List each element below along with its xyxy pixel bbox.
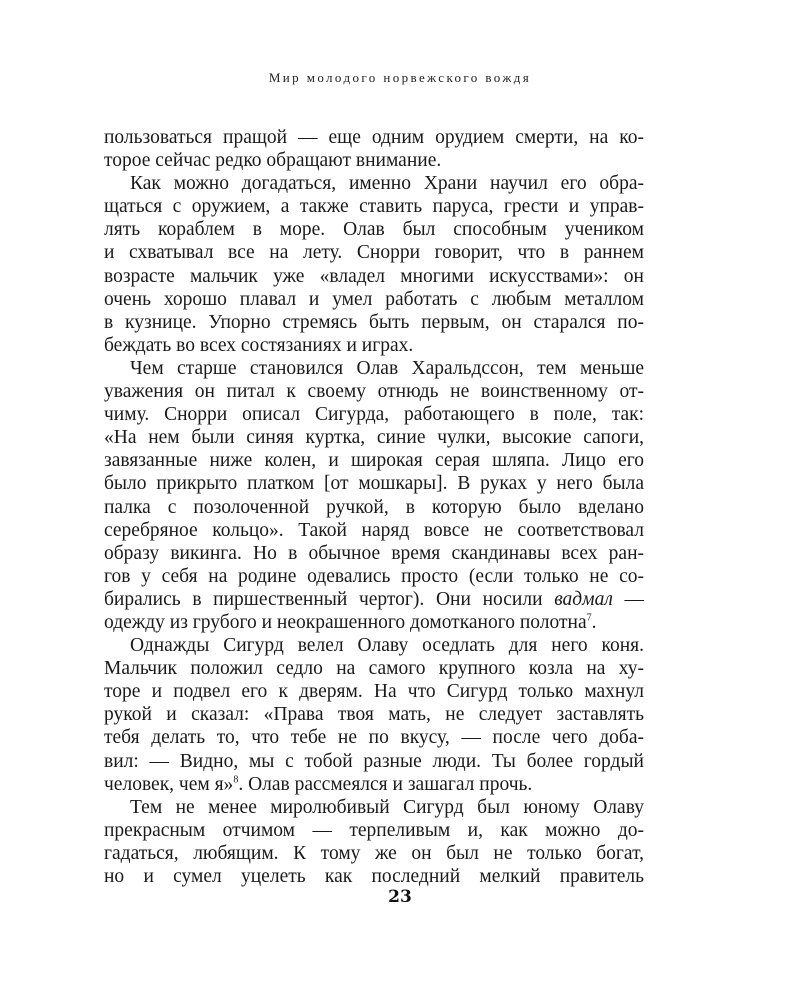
text-line xyxy=(104,265,644,288)
text-line-content: возрасте мальчик уже «владел многими искусствами»: он xyxy=(104,265,644,287)
text-line xyxy=(104,796,644,819)
text-line-content: очень хорошо плавал и умел работать с любым металлом xyxy=(104,288,644,310)
text-line xyxy=(104,426,644,449)
text-line xyxy=(104,449,644,472)
text-line xyxy=(104,680,644,703)
text-line-content: бирались в пиршественный чертог). Они носили вадмал — xyxy=(104,588,645,610)
text-line-content: одежду из грубого и неокрашенного домотканого полотна xyxy=(104,611,587,633)
text-line-content: но и сумел уцелеть как последний мелкий правитель xyxy=(104,866,644,887)
text-line xyxy=(104,472,644,495)
text-line xyxy=(104,703,644,726)
text-line xyxy=(104,657,644,680)
italic-term: вадмал xyxy=(554,588,613,610)
text-line xyxy=(104,149,644,172)
text-line-content: торе и подвел его к дверям. На что Сигурд только махнул xyxy=(104,681,644,703)
text-line-content: лять кораблем в море. Олав был способным учеником xyxy=(104,219,644,241)
text-line xyxy=(104,634,644,657)
text-line-content: в кузнице. Упорно стремясь быть первым, он старался по- xyxy=(104,311,644,333)
text-line xyxy=(104,403,644,426)
running-header: Мир молодого норвежского вождя xyxy=(268,70,532,85)
text-line xyxy=(104,241,644,264)
text-line-trailing: . Олав рассмеялся и зашагал прочь. xyxy=(238,773,533,795)
text-line-content: Однажды Сигурд велел Олаву оседлать для него коня. xyxy=(130,635,644,657)
text-line xyxy=(104,195,644,218)
text-line-content: гадаться, любящим. К тому же он был не только богат, xyxy=(104,842,644,864)
text-line xyxy=(104,819,644,842)
text-line xyxy=(104,611,644,634)
text-line-content: рукой и сказал: «Права твоя мать, не следует заставлять xyxy=(104,704,644,726)
text-line-content: Чем старше становился Олав Харальдссон, тем меньше xyxy=(130,357,644,379)
text-line xyxy=(104,750,644,773)
text-line xyxy=(104,288,644,311)
text-line-content: человек, чем я» xyxy=(104,773,234,795)
text-line-content: вил: — Видно, мы с тобой разные люди. Ты более гордый xyxy=(104,750,644,772)
text-line xyxy=(104,172,644,195)
text-line xyxy=(104,126,644,149)
text-line-content: торое сейчас редко обращают внимание. xyxy=(104,150,442,172)
text-line xyxy=(104,519,644,542)
text-line-trailing: . xyxy=(591,611,597,633)
footnote-marker[interactable]: 8 xyxy=(233,774,239,786)
text-line xyxy=(104,842,644,865)
text-line-content: серебряное кольцо». Такой наряд вовсе не соответствовал xyxy=(104,519,644,541)
text-line xyxy=(104,380,644,403)
text-line xyxy=(104,865,644,888)
text-line xyxy=(104,588,644,611)
text-line xyxy=(104,773,644,796)
text-line-content: прекрасным отчимом — терпеливым и, как можно до- xyxy=(104,819,644,841)
text-line-content: щаться с оружием, а также ставить паруса, грести и управ- xyxy=(104,196,644,218)
text-line-content: и схватывал все на лету. Снорри говорит, что в раннем xyxy=(104,242,644,264)
text-line-content: образу викинга. Но в обычное время скандинавы всех ран- xyxy=(104,542,644,564)
text-line xyxy=(104,542,644,565)
text-line-content: завязанные ниже колен, и широкая серая шляпа. Лицо его xyxy=(104,450,644,472)
text-line-content: «На нем были синяя куртка, синие чулки, высокие сапоги, xyxy=(104,427,644,449)
text-line xyxy=(104,496,644,519)
text-line-content: Мальчик положил седло на самого крупного козла на ху- xyxy=(104,658,644,680)
body-text xyxy=(104,126,644,888)
text-line-content: палка с позолоченной ручкой, в которую было вделано xyxy=(104,496,644,518)
text-line xyxy=(104,311,644,334)
text-line-content: Как можно догадаться, именно Храни научил его обра- xyxy=(130,173,644,195)
text-line-content: пользоваться пращой — еще одним орудием смерти, на ко- xyxy=(104,127,644,148)
footnote-marker[interactable]: 7 xyxy=(586,612,592,624)
text-line-content: Тем не менее миролюбивый Сигурд был юному Олаву xyxy=(130,796,644,818)
text-line-content: уважения он питал к своему отнюдь не воинственному от- xyxy=(104,381,644,403)
text-line-content: беждать во всех состязаниях и играх. xyxy=(104,334,414,356)
text-line xyxy=(104,726,644,749)
text-line xyxy=(104,218,644,241)
page-number: 23 xyxy=(388,887,412,907)
text-line xyxy=(104,334,644,357)
text-line-content: гов у себя на родине одевались просто (если только не со- xyxy=(104,565,644,587)
text-line-content: чиму. Снорри описал Сигурда, работающего в поле, так: xyxy=(104,404,644,426)
text-line-content: тебя делать то, что тебе не по вкусу, — после чего доба- xyxy=(104,727,644,749)
text-line-content: было прикрыто платком [от мошкары]. В руках у него была xyxy=(104,473,644,495)
text-line xyxy=(104,565,644,588)
text-line xyxy=(104,357,644,380)
